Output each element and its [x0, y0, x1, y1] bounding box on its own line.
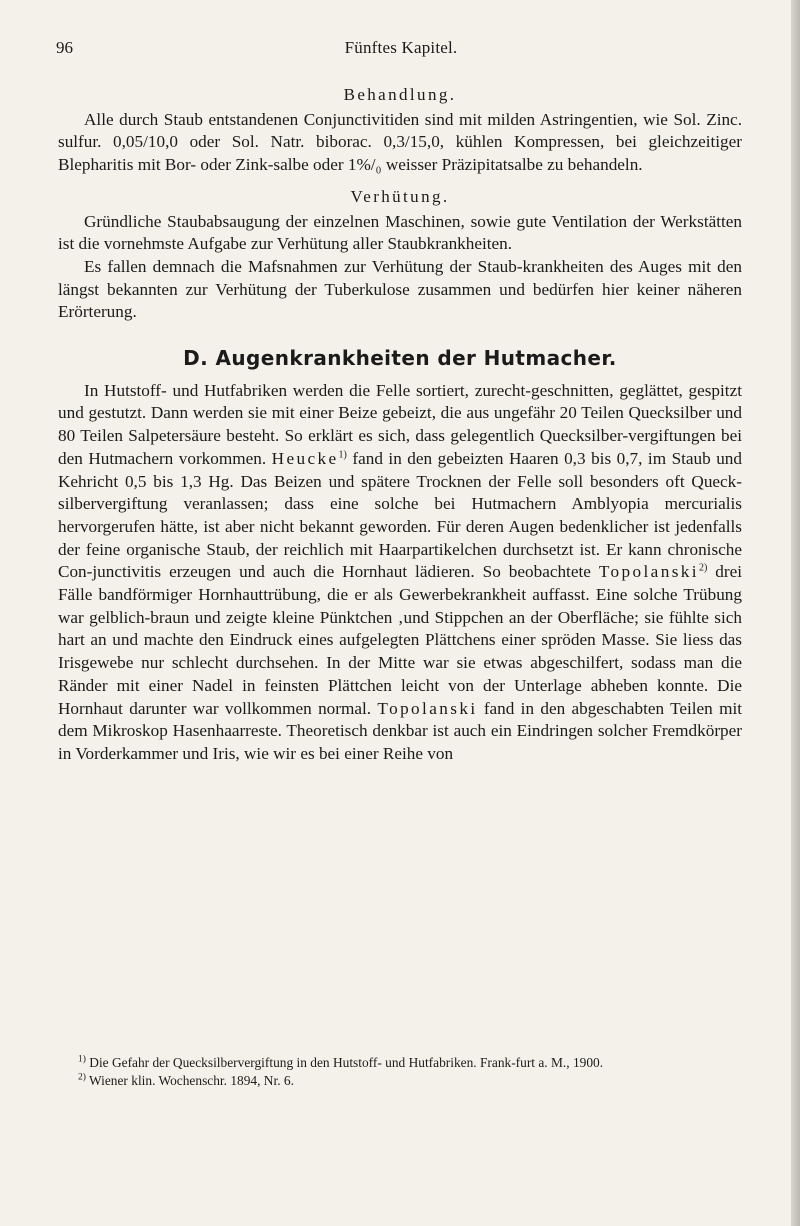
- author-name: Heucke: [271, 448, 339, 468]
- section-heading: D. Augenkrankheiten der Hutmacher.: [183, 346, 617, 371]
- paragraph-text: In Hutstoff- und Hutfabriken werden die Felle sortiert, zurecht-geschnitten, geglättet, gespitzt und gestutzt. Dann werden sie mit einer Beize gebeizt, die aus ungefähr 20 Teilen Quecksilber und 80 Teilen Salpetersäure besteht. So erklärt es sich, dass gelegentlich Quecksilber-vergiftungen bei den Hutmachern vorkommen.: [58, 380, 742, 468]
- author-name: Topolanski: [377, 698, 478, 718]
- main-text: [58, 84, 742, 766]
- running-head: [56, 38, 746, 66]
- treatment-paragraph: Alle durch Staub entstandenen Conjunctivitiden sind mit milden Astringentien, wie Sol. Zinc. sulfur. 0,05/10,0 oder Sol. Natr. biborac. 0,3/15,0, kühlen Kompressen, bei gleichzeitiger Blepharitis mit Bor- oder Zink-salbe oder 1%/₀ weisser Präzipitatsalbe zu behandeln.: [58, 109, 742, 175]
- footnote: [58, 1072, 742, 1090]
- prevention-paragraph-2: Es fallen demnach die Mafsnahmen zur Verhütung der Staub-krankheiten des Auges mit den längst bekannten zur Verhütung der Tuberkulose zusammen und bedürfen hier keiner näheren Erörterung.: [58, 256, 742, 322]
- footnote: [58, 1054, 742, 1072]
- prevention-heading: Verhütung.: [350, 186, 450, 206]
- paragraph-text: fand in den abgeschabten Teilen mit dem Mikroskop Hasenhaarreste. Theoretisch denkbar ist auch ein Eindringen solcher Fremdkörper in Vorderkammer und Iris, wie wir es bei einer Reihe von: [58, 698, 742, 763]
- footnote-mark: 1): [78, 1054, 86, 1065]
- section-paragraph: [58, 380, 742, 766]
- author-name: Topolanski: [598, 562, 699, 582]
- page-number: 96: [56, 38, 73, 57]
- footnote-reference: 2): [698, 562, 708, 574]
- prevention-paragraph-1: Gründliche Staubabsaugung der einzelnen Maschinen, sowie gute Ventilation der Werkstätten ist die vornehmste Aufgabe zur Verhütung aller Staubkrankheiten.: [58, 211, 742, 254]
- footnote-mark: 2): [78, 1072, 86, 1083]
- footnote-reference: 1): [338, 449, 347, 461]
- paragraph-text: drei Fälle bandförmiger Hornhauttrübung, die er als Gewerbekrankheit auffasst. Eine solche Trübung war gelblich-braun und zeigte kleine Pünktchen ‚und Stippchen an der Oberfläche; sie fühlte sich hart an und machte den Eindruck eines aufgelegten Plättchens einer spröden Masse. Sie liess das Irisgewebe nur schlecht durchsehen. In der Mitte war sie etwas abgeschilfert, sodass man die Ränder mit einer Nadel in feinsten Plättchen leicht von der Unterlage abheben konnte. Die Hornhaut darunter war vollkommen normal.: [58, 562, 742, 718]
- page-edge: [791, 0, 800, 1226]
- paragraph-text: fand in den gebeizten Haaren 0,3 bis 0,7, im Staub und Kehricht 0,5 bis 1,3 Hg. Das Beizen und spätere Trocknen der Felle soll besonders oft Queck-silbervergiftung veranlassen; dass eine solche bei Hutmachern Amblyopia mercurialis hervorgerufen hätte, ist aber nicht bekannt geworden. Für deren Augen bedenklicher ist jedenfalls der feine organische Staub, der reichlich mit Haarpartikelchen durchsetzt ist. Er kann chronische Con-junctivitis erzeugen und auch die Hornhaut lädieren. So beobachtete: [58, 448, 742, 582]
- footnote-text: Wiener klin. Wochenschr. 1894, Nr. 6.: [89, 1073, 294, 1088]
- chapter-title: Fünftes Kapitel.: [344, 38, 458, 57]
- treatment-heading: Behandlung.: [343, 85, 457, 104]
- footnotes: [58, 1054, 742, 1090]
- footnote-text: Die Gefahr der Quecksilbervergiftung in den Hutstoff- und Hutfabriken. Frank-furt a. M., 1900.: [89, 1055, 604, 1070]
